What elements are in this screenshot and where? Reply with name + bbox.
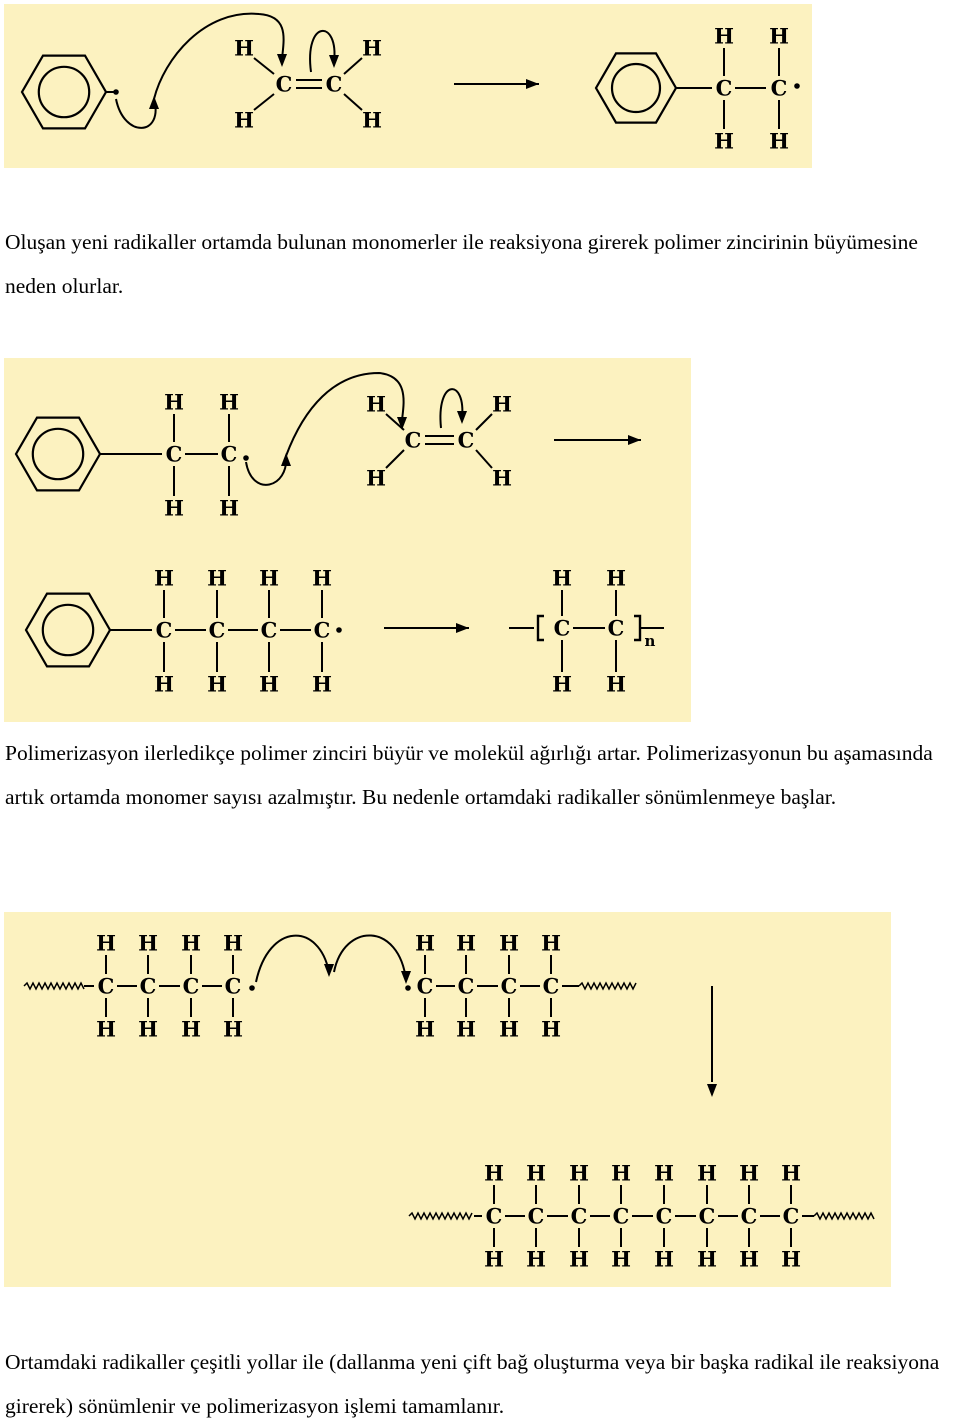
hydrogen-atom: H — [154, 671, 174, 697]
carbon-atom: C — [500, 973, 518, 999]
hydrogen-atom: H — [362, 107, 382, 133]
curved-arrow-icon — [256, 936, 329, 982]
hydrogen-atom: H — [259, 565, 279, 591]
radical-dot-icon — [113, 89, 119, 95]
reaction-scheme-initiation — [4, 4, 812, 168]
reaction-arrowhead-icon — [456, 623, 469, 633]
bracket-right-icon — [634, 616, 640, 640]
carbon-atom: C — [155, 617, 173, 643]
hydrogen-atom: H — [181, 930, 201, 956]
benzene-inner-circle — [39, 67, 89, 117]
bond-line — [386, 450, 404, 468]
hydrogen-atom: H — [769, 23, 789, 49]
hydrogen-atom: H — [219, 495, 239, 521]
bond-line — [344, 94, 362, 110]
curved-arrow-icon — [440, 389, 462, 428]
hydrogen-atom: H — [96, 930, 116, 956]
hydrogen-atom: H — [697, 1246, 717, 1272]
hydrogen-atom: H — [714, 128, 734, 154]
benzene-inner-circle — [612, 64, 660, 112]
hydrogen-atom: H — [526, 1160, 546, 1186]
hydrogen-atom: H — [484, 1246, 504, 1272]
polymer-chain-end-icon — [814, 1213, 874, 1219]
carbon-atom: C — [770, 75, 788, 101]
carbon-atom: C — [715, 75, 733, 101]
hydrogen-atom: H — [366, 391, 386, 417]
curved-arrow-icon — [246, 456, 286, 485]
hydrogen-atom: H — [223, 1016, 243, 1042]
hydrogen-atom: H — [654, 1160, 674, 1186]
hydrogen-atom: H — [739, 1160, 759, 1186]
hydrogen-atom: H — [526, 1246, 546, 1272]
polymer-chain-end-icon — [579, 983, 636, 989]
benzene-inner-circle — [43, 605, 93, 655]
curved-arrowhead-icon — [401, 971, 411, 984]
hydrogen-atom: H — [492, 465, 512, 491]
paragraph-termination: Ortamdaki radikaller çeşitli yollar ile (dallanma yeni çift bağ oluşturma veya bir başka radikal ile reaksiyona girerek) sönümlenir ve polimerizasyon işlemi tamamlanır. — [5, 1350, 940, 1418]
hydrogen-atom: H — [781, 1246, 801, 1272]
hydrogen-atom: H — [552, 565, 572, 591]
hydrogen-atom: H — [456, 930, 476, 956]
hydrogen-atom: H — [181, 1016, 201, 1042]
hydrogen-atom: H — [569, 1160, 589, 1186]
hydrogen-atom: H — [697, 1160, 717, 1186]
hydrogen-atom: H — [499, 930, 519, 956]
reaction-arrowhead-icon — [628, 435, 641, 445]
curved-arrowhead-icon — [329, 55, 339, 68]
repeat-count-subscript: n — [644, 632, 656, 650]
hydrogen-atom: H — [769, 128, 789, 154]
hydrogen-atom: H — [312, 671, 332, 697]
hydrogen-atom: H — [259, 671, 279, 697]
bracket-left-icon — [538, 616, 544, 640]
curved-arrowhead-icon — [277, 54, 287, 67]
carbon-atom: C — [782, 1203, 800, 1229]
hydrogen-atom: H — [96, 1016, 116, 1042]
hydrogen-atom: H — [366, 465, 386, 491]
hydrogen-atom: H — [234, 35, 254, 61]
hydrogen-atom: H — [234, 107, 254, 133]
carbon-atom: C — [570, 1203, 588, 1229]
hydrogen-atom: H — [492, 391, 512, 417]
hydrogen-atom: H — [606, 671, 626, 697]
radical-dot-icon — [405, 985, 411, 991]
radical-dot-icon — [243, 455, 249, 461]
carbon-atom: C — [553, 615, 571, 641]
reaction-panel-initiation — [4, 4, 812, 168]
hydrogen-atom: H — [541, 930, 561, 956]
hydrogen-atom: H — [164, 495, 184, 521]
hydrogen-atom: H — [781, 1160, 801, 1186]
hydrogen-atom: H — [499, 1016, 519, 1042]
curved-arrow-icon — [116, 99, 156, 128]
carbon-atom: C — [527, 1203, 545, 1229]
carbon-atom: C — [313, 617, 331, 643]
hydrogen-atom: H — [654, 1246, 674, 1272]
reaction-panel-termination — [4, 912, 891, 1287]
carbon-atom: C — [740, 1203, 758, 1229]
carbon-atom: C — [457, 427, 475, 453]
carbon-atom: C — [607, 615, 625, 641]
hydrogen-atom: H — [223, 930, 243, 956]
bond-line — [344, 58, 362, 74]
carbon-atom: C — [457, 973, 475, 999]
hydrogen-atom: H — [611, 1246, 631, 1272]
carbon-atom: C — [612, 1203, 630, 1229]
carbon-atom: C — [208, 617, 226, 643]
polymer-chain-end-icon — [24, 983, 84, 989]
hydrogen-atom: H — [164, 389, 184, 415]
carbon-atom: C — [485, 1203, 503, 1229]
radical-dot-icon — [336, 627, 342, 633]
hydrogen-atom: H — [362, 35, 382, 61]
carbon-atom: C — [698, 1203, 716, 1229]
hydrogen-atom: H — [714, 23, 734, 49]
hydrogen-atom: H — [415, 1016, 435, 1042]
bond-line — [254, 58, 274, 74]
hydrogen-atom: H — [541, 1016, 561, 1042]
polymer-chain-end-icon — [409, 1213, 472, 1219]
curved-arrowhead-icon — [324, 964, 334, 977]
carbon-atom: C — [275, 71, 293, 97]
carbon-atom: C — [182, 973, 200, 999]
benzene-inner-circle — [33, 429, 83, 479]
hydrogen-atom: H — [154, 565, 174, 591]
hydrogen-atom: H — [606, 565, 626, 591]
radical-dot-icon — [794, 83, 800, 89]
hydrogen-atom: H — [739, 1246, 759, 1272]
reaction-scheme-termination — [4, 912, 891, 1287]
carbon-atom: C — [139, 973, 157, 999]
carbon-atom: C — [416, 973, 434, 999]
bond-line — [254, 94, 274, 110]
hydrogen-atom: H — [484, 1160, 504, 1186]
bond-line — [476, 414, 492, 430]
carbon-atom: C — [97, 973, 115, 999]
paragraph-chain-growth: Oluşan yeni radikaller ortamda bulunan monomerler ile reaksiyona girerek polimer zincirinin büyümesine neden olurlar. — [5, 230, 918, 298]
hydrogen-atom: H — [552, 671, 572, 697]
carbon-atom: C — [542, 973, 560, 999]
reaction-arrowhead-icon — [707, 1084, 717, 1097]
hydrogen-atom: H — [138, 1016, 158, 1042]
carbon-atom: C — [260, 617, 278, 643]
hydrogen-atom: H — [456, 1016, 476, 1042]
carbon-atom: C — [224, 973, 242, 999]
hydrogen-atom: H — [611, 1160, 631, 1186]
curved-arrowhead-icon — [457, 411, 467, 424]
hydrogen-atom: H — [415, 930, 435, 956]
carbon-atom: C — [325, 71, 343, 97]
carbon-atom: C — [655, 1203, 673, 1229]
hydrogen-atom: H — [207, 671, 227, 697]
hydrogen-atom: H — [207, 565, 227, 591]
paragraph-molecular-weight: Polimerizasyon ilerledikçe polimer zinciri büyür ve molekül ağırlığı artar. Polimerizasyonun bu aşamasında artık ortamda monomer sayısı azalmıştır. Bu nedenle ortamdaki radikaller sönümlenmeye başlar. — [5, 741, 933, 809]
curved-arrow-icon — [310, 31, 334, 72]
bond-line — [476, 450, 492, 468]
hydrogen-atom: H — [219, 389, 239, 415]
radical-dot-icon — [249, 985, 255, 991]
reaction-arrowhead-icon — [526, 79, 539, 89]
curved-arrow-icon — [334, 935, 406, 980]
hydrogen-atom: H — [569, 1246, 589, 1272]
hydrogen-atom: H — [312, 565, 332, 591]
hydrogen-atom: H — [138, 930, 158, 956]
carbon-atom: C — [404, 427, 422, 453]
carbon-atom: C — [220, 441, 238, 467]
carbon-atom: C — [165, 441, 183, 467]
curved-arrow-icon — [154, 14, 284, 99]
reaction-scheme-propagation — [4, 358, 691, 722]
reaction-panel-propagation — [4, 358, 691, 722]
